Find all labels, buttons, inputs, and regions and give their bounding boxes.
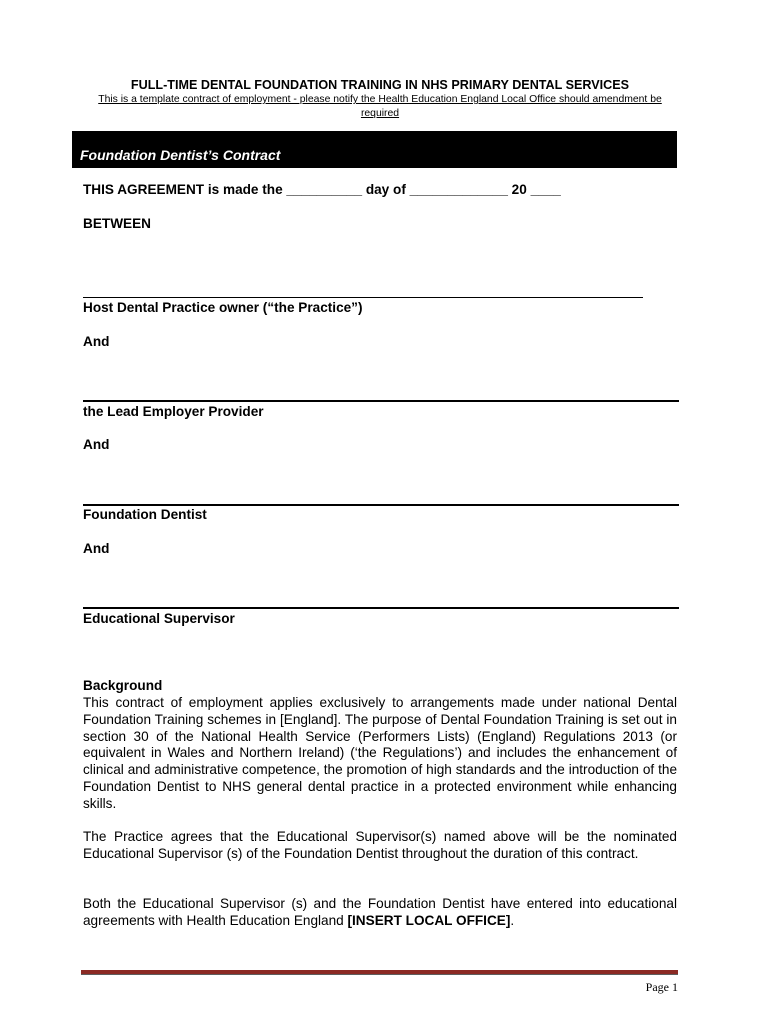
local-office-placeholder: [INSERT LOCAL OFFICE] — [347, 912, 511, 928]
contract-banner — [72, 131, 677, 168]
agreements-end: . — [510, 912, 515, 928]
agreements-paragraph — [83, 896, 677, 930]
document-subtitle: This is a template contract of employment - please notify the Health Education England Local Office should amendment be required — [98, 94, 662, 119]
and-label: And — [83, 541, 110, 556]
educational-supervisor-signature-line — [83, 607, 679, 609]
practice-label: Host Dental Practice owner (“the Practice”) — [83, 300, 363, 315]
background-heading: Background — [83, 678, 163, 693]
lead-employer-label: the Lead Employer Provider — [83, 404, 264, 419]
supervisor-paragraph: The Practice agrees that the Educational Supervisor(s) named above will be the nominated Educational Supervisor (s) of the Foundation Dentist throughout the duration of this contract. — [83, 829, 677, 861]
between-label: BETWEEN — [83, 216, 151, 231]
document-title: FULL-TIME DENTAL FOUNDATION TRAINING IN NHS PRIMARY DENTAL SERVICES — [130, 78, 630, 92]
agreements-text: Both the Educational Supervisor (s) and the Foundation Dentist have entered into educational agreements with Health Education England — [83, 896, 677, 928]
foundation-dentist-label: Foundation Dentist — [83, 507, 207, 522]
and-label: And — [83, 437, 110, 452]
practice-signature-line — [83, 297, 643, 298]
background-paragraph: This contract of employment applies exclusively to arrangements made under national Dental Foundation Training schemes in [England]. The purpose of Dental Foundation Training is set out in section 30 of the National Health Service (Performers Lists) (England) Regulations 2013 (or equivalent in Wales and Northern Ireland) (‘the Regulations’) and includes the enhancement of clinical and administrative competence, the promotion of high standards and the introduction of the Foundation Dentist to NHS general dental practice in a protected environment while enhancing skills. — [83, 695, 677, 811]
foundation-dentist-signature-line — [83, 504, 679, 506]
banner-title: Foundation Dentist’s Contract — [80, 147, 281, 163]
and-label: And — [83, 334, 110, 349]
agreement-line: THIS AGREEMENT is made the __________ day of _____________ 20 ____ — [83, 182, 561, 197]
educational-supervisor-label: Educational Supervisor — [83, 611, 235, 626]
lead-employer-signature-line — [83, 400, 679, 402]
page-number: Page 1 — [645, 980, 678, 994]
footer-rule — [81, 970, 678, 975]
